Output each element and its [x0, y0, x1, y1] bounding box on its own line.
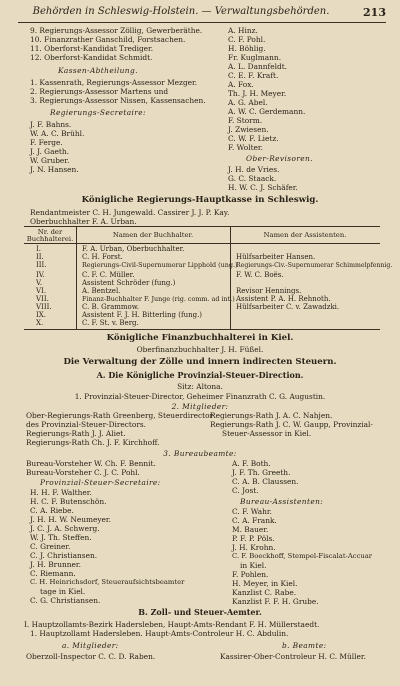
list-item: tage in Kiel.	[40, 587, 86, 596]
text-line: 1. Hauptzollamt Hadersleben. Haupt-Amts-Controleur H. C. Abdulin.	[30, 629, 289, 638]
list-item: H. H. F. Walther.	[30, 488, 92, 497]
text-line: Oberfinanzbuchhalter J. H. Füßel.	[136, 345, 264, 354]
table-row	[24, 261, 393, 270]
list-item: C. Jost.	[232, 486, 259, 495]
text-line: des Provinzial-Steuer-Directors.	[26, 420, 147, 429]
list-item: Bureau-Vorsteher C. J. C. Pohl.	[26, 468, 140, 477]
table-cell: VII.	[36, 295, 49, 303]
list-item: H. Meyer, in Kiel.	[232, 579, 298, 588]
list-item: A. Fox.	[228, 80, 254, 89]
table-cell: Hülfsarbeiter Hansen.	[236, 253, 316, 261]
header-title: Behörden in Schleswig-Holstein. — Verwaltungsbehörden.	[32, 6, 330, 17]
list-item: A. W. C. Gerdemann.	[228, 107, 306, 116]
list-item: J. H. de Vries.	[228, 165, 280, 174]
list-item: C. F. Wahr.	[232, 507, 272, 516]
table-cell: VI.	[36, 287, 47, 295]
table-header: Nr. der Buchhalterei.	[26, 228, 74, 243]
table-cell: III.	[36, 261, 47, 269]
section-heading: Provinzial-Steuer-Secretaire:	[40, 478, 161, 487]
text-line: Sitz: Altona.	[177, 382, 223, 391]
list-item: 3. Regierungs-Assessor Nissen, Kassensachen.	[30, 96, 206, 105]
section-heading: 3. Bureaubeamte:	[163, 449, 237, 458]
table-cell: F. W. C. Boës.	[236, 271, 284, 279]
list-item: A. G. Abel.	[228, 98, 268, 107]
table-cell: II.	[36, 253, 44, 261]
table-cell: C. F. St. v. Berg.	[82, 319, 139, 327]
list-item: F. Wolter.	[228, 143, 263, 152]
text-line: 1. Provinzial-Steuer-Director, Geheimer Finanzrath C. G. Augustin.	[74, 392, 326, 401]
list-item: G. C. Staack.	[228, 174, 277, 183]
list-item: C. J. Christiansen.	[30, 551, 98, 560]
list-item: C. W. F. Lietz.	[228, 134, 279, 143]
table-cell: A. Bentzel.	[82, 287, 121, 295]
text-line: Regierungs-Rath J. J. Aliet.	[26, 429, 126, 438]
table-cell: I.	[36, 245, 41, 253]
section-heading: a. Mitglieder:	[62, 641, 119, 650]
text-line: Steuer-Assessor in Kiel.	[222, 429, 312, 438]
list-item: A. F. Both.	[232, 459, 271, 468]
table-cell: Finanz-Buchhalter F. Junge (rig. comm. ad int.)	[82, 295, 235, 303]
list-item: in Kiel.	[240, 561, 267, 570]
table-cell: Hülfsarbeiter C. v. Zawadzki.	[236, 303, 340, 311]
list-item: F. Pohlen.	[232, 570, 269, 579]
buchhalterei-table	[24, 226, 393, 330]
list-item: F. Ferge.	[30, 138, 63, 147]
list-item: C. A. Riebe.	[30, 506, 74, 515]
section-title: Königliche Finanzbuchhalterei in Kiel.	[106, 333, 294, 343]
list-item: J. H. Brunner.	[30, 560, 81, 569]
table-cell: Assistent F. J. H. Bitterling (fung.)	[82, 311, 203, 319]
section-title: B. Zoll- und Steuer-Aemter.	[138, 607, 262, 617]
list-item: C. H. Heinrichsdorf, Steueraufsichtsbeamter	[30, 578, 185, 586]
section-heading: Bureau-Assistenten:	[240, 497, 324, 506]
table-cell: C. F. C. Müller.	[82, 271, 135, 279]
text-line: Regierungs-Rath J. A. C. Nahjen.	[210, 411, 333, 420]
list-item: C. A. B. Claussen.	[232, 477, 299, 486]
header-rule	[18, 22, 386, 23]
running-header	[14, 6, 388, 20]
section-title: Die Verwaltung der Zölle und innern indirecten Steuern.	[63, 357, 337, 367]
list-item: 1. Kassenrath, Regierungs-Assessor Mezger.	[30, 78, 198, 87]
table-cell: Regierungs-Civ.-Supernumerar Schimmelpfennig.	[236, 262, 393, 269]
table-cell: C. H. Forst.	[82, 253, 123, 261]
table-row	[24, 319, 380, 328]
list-item: J. F. Bahns.	[30, 120, 72, 129]
text-line: Rendantmeister C. H. Jungewald. Cassirer J. J. P. Kay.	[30, 208, 230, 217]
list-item: C. F. Boeckhoff, Stempel-Fiscalat-Accuar	[232, 552, 373, 560]
list-item: 2. Regierungs-Assessor Martens und	[30, 87, 169, 96]
text-line: Oberzoll-Inspector C. C. D. Raben.	[26, 652, 156, 661]
section-heading: 2. Mitglieder:	[171, 402, 229, 411]
list-item: J. F. Th. Greeth.	[232, 468, 291, 477]
table-cell: Revisor Hennings.	[236, 287, 302, 295]
section-title: A. Die Königliche Provinzial-Steuer-Direction.	[96, 370, 304, 380]
list-item: C. G. Christiansen.	[30, 596, 101, 605]
list-item: Bureau-Vorsteher W. Ch. F. Bennit.	[26, 459, 156, 468]
list-item: W. Gruber.	[30, 156, 70, 165]
list-item: P. F. P. Pöls.	[232, 534, 275, 543]
list-item: A. L. Dannfeldt.	[228, 62, 288, 71]
table-header: Namen der Assistenten.	[263, 231, 347, 239]
list-item: J. H. H. W. Neumeyer.	[30, 515, 111, 524]
section-heading: Ober-Revisoren.	[246, 154, 313, 163]
section-heading: Kassen-Abtheilung.	[58, 66, 138, 75]
list-item: Th. J. H. Meyer.	[228, 89, 287, 98]
list-item: Kanzlist F. F. H. Grube.	[232, 597, 319, 606]
table-cell: IV.	[36, 271, 45, 279]
text-line: Kassirer-Ober-Controleur H. C. Müller.	[220, 652, 366, 661]
table-cell: V.	[36, 279, 43, 287]
text-line: Regierungs-Rath Ch. J. F. Kirchhoff.	[26, 438, 160, 447]
list-item: H. W. C. J. Schäfer.	[228, 183, 298, 192]
list-item: Fr. Kuglmann.	[228, 53, 282, 62]
list-item: H. Böhlig.	[228, 44, 266, 53]
list-item: A. Hinz.	[228, 26, 258, 35]
list-item: J. Zwiesen.	[228, 125, 269, 134]
text-line: Regierungs-Rath J. C. W. Gaupp, Provinzial-	[210, 420, 373, 429]
list-item: C. E. F. Kraft.	[228, 71, 279, 80]
list-item: 12. Oberforst-Kandidat Schmidt.	[30, 53, 153, 62]
list-item: J. J. Gaeth.	[30, 147, 69, 156]
list-item: C. A. Frank.	[232, 516, 277, 525]
list-item: W. A. C. Brühl.	[30, 129, 85, 138]
list-item: H. C. F. Butenschön.	[30, 497, 107, 506]
list-item: 11. Oberforst-Kandidat Trediger.	[30, 44, 154, 53]
table-cell: C. B. Grammow.	[82, 303, 140, 311]
section-heading: Regierungs-Secretaire:	[50, 108, 146, 117]
table-header: Namen der Buchhalter.	[112, 231, 194, 239]
list-item: W. J. Th. Steffen.	[30, 533, 92, 542]
table-cell: Assistent Schröder (fung.)	[82, 279, 176, 287]
table-cell: VIII.	[36, 303, 52, 311]
list-item: C. Riemann.	[30, 569, 76, 578]
text-line: Ober-Regierungs-Rath Greenberg, Steuerdirector	[26, 411, 214, 420]
table-cell: IX.	[36, 311, 46, 319]
list-item: C. F. Pohl.	[228, 35, 266, 44]
table-cell: F. A. Urban, Oberbuchhalter.	[82, 245, 185, 253]
table-cell: Regierungs-Civil-Supernumerar Lipphold (ung.)	[82, 261, 238, 269]
list-item: J. C. J. A. Schwerg.	[30, 524, 100, 533]
list-item: M. Bauer.	[232, 525, 269, 534]
section-heading: b. Beamte:	[282, 641, 327, 650]
list-item: 9. Regierungs-Assessor Zöllig, Gewerberäthe.	[30, 26, 203, 35]
list-item: 10. Finanzrather Ganschild, Forstsachen.	[30, 35, 186, 44]
page-number: 213	[363, 6, 386, 19]
section-title: Königliche Regierungs-Hauptkasse in Schleswig.	[81, 195, 319, 205]
list-item: F. Storm.	[228, 116, 263, 125]
table-header-rule	[24, 243, 380, 244]
list-item: J. H. Krohn.	[232, 543, 276, 552]
list-item: J. N. Hansen.	[30, 165, 79, 174]
text-line: Oberbuchhalter F. A. Urban.	[30, 217, 137, 226]
text-line: I. Hauptzollamts-Bezirk Hadersleben, Haupt-Amts-Rendant F. H. Müllerstaedt.	[24, 620, 320, 629]
list-item: C. Greiner.	[30, 542, 71, 551]
list-item: Kanzlist C. Rabe.	[232, 588, 297, 597]
table-cell: X.	[36, 319, 44, 327]
table-cell: Assistent P. A. H. Rehnoth.	[236, 295, 331, 303]
